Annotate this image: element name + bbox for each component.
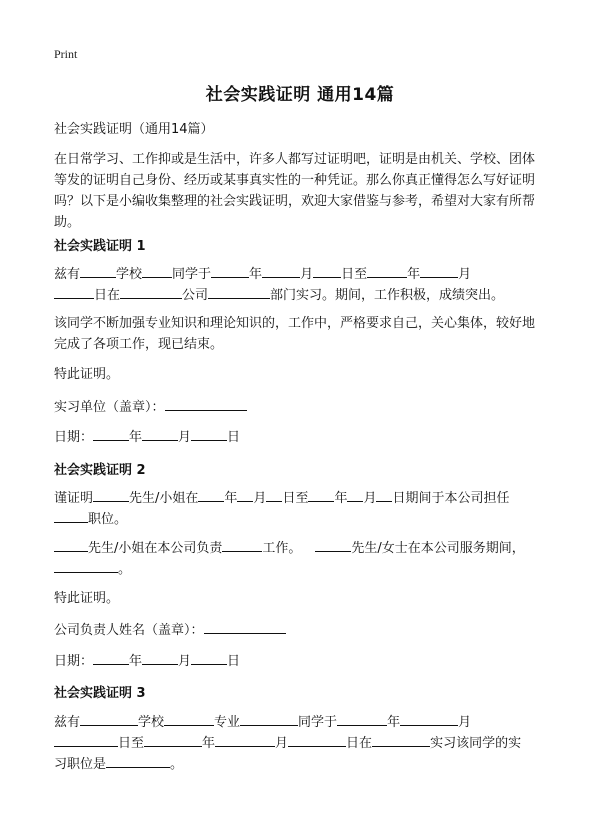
section-2-line-1: 谨证明 先生/小姐在 年 月 日至 年 月 日期间于本公司担任 [54,487,546,509]
section-1-paragraph: 该同学不断加强专业知识和理论知识的，工作中，严格要求自己，关心集体，较好地完成了各项工作，现已结束。 [54,316,536,352]
section-2-date: 日期： 年 月 日 [54,650,546,672]
section-2-heading: 社会实践证明 2 [54,463,146,478]
section-2-line-3: 先生/小姐在本公司负责 工作。 先生/女士在本公司服务期间， [54,537,546,559]
section-1-line-1: 兹有 学校 同学于 年 月 日至 年 月 [54,263,546,285]
section-2-special: 特此证明。 [54,591,120,606]
section-1-special: 特此证明。 [54,367,120,382]
section-3-line-2: 日至 年 月 日在 实习该同学的实 [54,732,546,754]
section-2-leader: 公司负责人姓名（盖章）： [54,619,546,641]
page-title: 社会实践证明 通用14篇 [205,85,395,105]
section-1-line-2: 日在 公司 部门实习。期间，工作积极，成绩突出。 [54,284,546,306]
section-1-date: 日期： 年 月 日 [54,426,546,448]
section-2-line-4: 。 [54,558,546,580]
intro-paragraph: 在日常学习、工作抑或是生活中，许多人都写过证明吧，证明是由机关、学校、团体等发的证明自己身份、经历或某事真实性的一种凭证。那么你真正懂得怎么写好证明吗？以下是小编收集整理的社会实践证明，欢迎大家借鉴与参考，希望对大家有所帮助。 [54,152,536,230]
section-2-line-2: 职位。 [54,508,546,530]
section-3-line-1: 兹有 学校 专业 同学于 年 月 [54,711,546,733]
section-1-heading: 社会实践证明 1 [54,239,146,254]
section-3-line-3: 习职位是 。 [54,753,546,775]
subtitle: 社会实践证明（通用14篇） [54,122,214,137]
print-link[interactable]: Print [54,47,78,61]
section-3-heading: 社会实践证明 3 [54,686,146,701]
section-1-unit: 实习单位（盖章）： [54,396,546,418]
